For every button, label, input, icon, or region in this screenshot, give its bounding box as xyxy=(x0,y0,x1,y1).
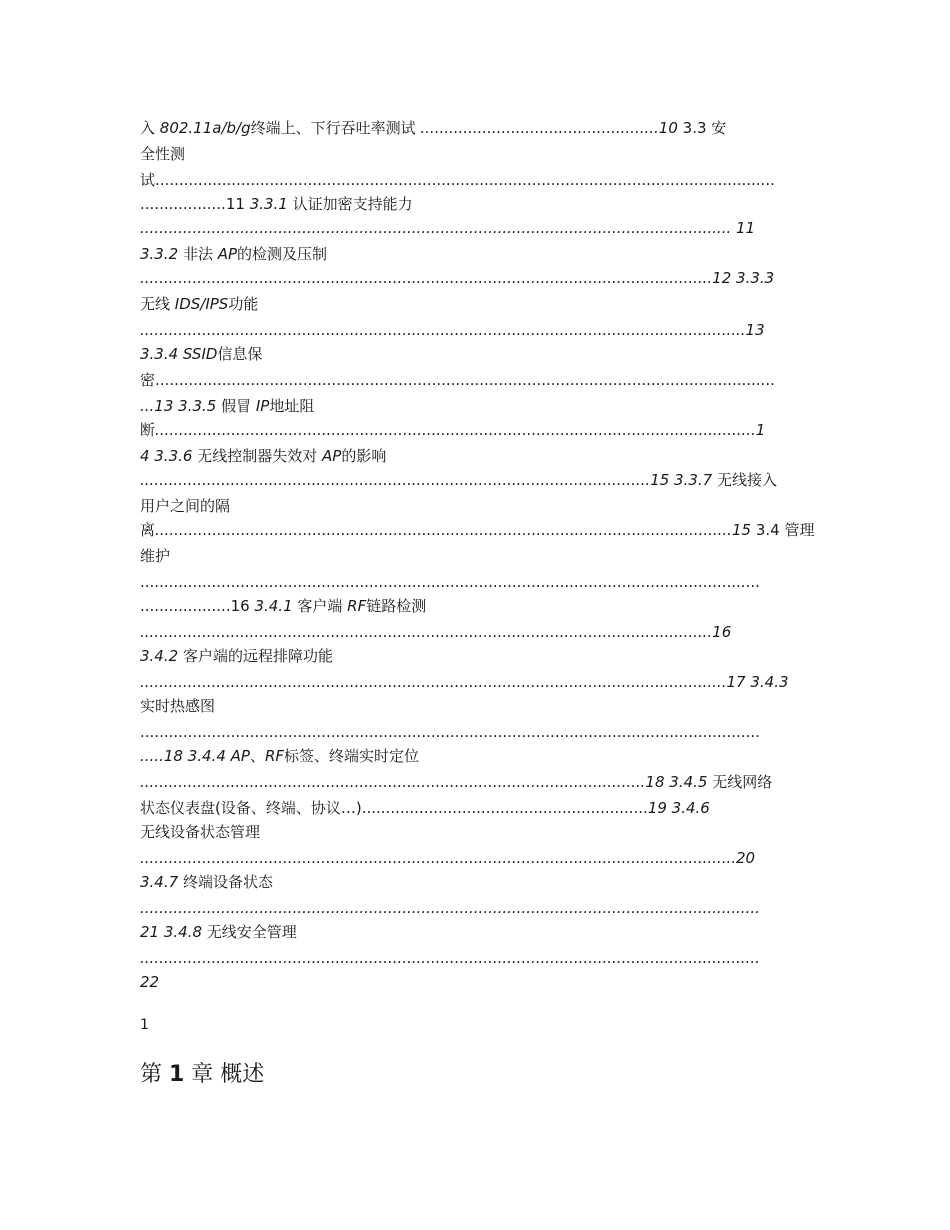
toc-text: 20 xyxy=(736,849,756,867)
toc-text: .................. xyxy=(140,195,226,213)
toc-text: 11 xyxy=(731,219,756,237)
toc-line xyxy=(140,244,815,264)
toc-text: 离 xyxy=(140,521,156,539)
toc-text: 无线网络 xyxy=(707,773,773,791)
toc-text: ............................................................................................................................. xyxy=(140,849,737,867)
toc-text: 无线接入 xyxy=(712,471,777,489)
toc-text: 3.3.4 SSID xyxy=(140,345,218,363)
chapter-prefix: 第 xyxy=(140,1062,169,1087)
toc-line xyxy=(140,420,815,440)
toc-text: 21 3.4.8 xyxy=(140,923,203,941)
toc-text: 用户之间的隔 xyxy=(140,497,231,515)
chapter-number: 1 xyxy=(169,1062,185,1087)
toc-text: 非法 xyxy=(178,245,218,263)
toc-text: AP xyxy=(322,447,342,465)
toc-line xyxy=(140,170,815,190)
toc-line xyxy=(140,898,815,918)
toc-text: 无线控制器失效对 xyxy=(192,447,323,465)
toc-text: 12 3.3.3 xyxy=(712,269,775,287)
toc-line xyxy=(140,144,815,164)
chapter-title: 章 概述 xyxy=(184,1062,265,1087)
toc-text: 3.4.1 xyxy=(254,597,293,615)
toc-text: 、 xyxy=(249,747,265,765)
toc-text: 15 3.3.7 xyxy=(650,471,713,489)
toc-text: 1 xyxy=(755,421,766,439)
toc-text: 19 3.4.6 xyxy=(647,799,710,817)
toc-text: RF xyxy=(264,747,285,765)
toc-text: 认证加密支持能力 xyxy=(287,195,413,213)
toc-line xyxy=(140,370,815,390)
toc-text: 的影响 xyxy=(341,447,387,465)
toc-line xyxy=(140,922,815,942)
toc-line xyxy=(140,798,815,818)
page-number: 1 xyxy=(140,1017,149,1033)
toc-line xyxy=(140,948,815,968)
toc-line xyxy=(140,520,815,540)
toc-line xyxy=(140,396,815,416)
toc-text: 全性测 xyxy=(140,145,186,163)
toc-line xyxy=(140,746,815,766)
toc-text: 无线 xyxy=(140,295,175,313)
toc-line xyxy=(140,118,815,138)
toc-text: 16 xyxy=(230,597,255,615)
toc-text: ...13 3.3.5 xyxy=(140,397,217,415)
toc-text: 11 xyxy=(225,195,250,213)
toc-text: .............................................................................................................................. xyxy=(155,421,756,439)
toc-line xyxy=(140,194,815,214)
toc-text: AP xyxy=(217,245,238,263)
toc-text: 客户端的远程排障功能 xyxy=(178,647,333,665)
toc-line xyxy=(140,672,815,692)
toc-line xyxy=(140,268,815,288)
toc-line xyxy=(140,320,815,340)
toc-text: 链路检测 xyxy=(366,597,427,615)
toc-text: 3.4 管理 xyxy=(751,521,815,539)
toc-line xyxy=(140,572,815,592)
toc-text: 地址阻 xyxy=(269,397,315,415)
toc-line xyxy=(140,596,815,616)
toc-text: IP xyxy=(255,397,270,415)
toc-text: 信息保 xyxy=(217,345,263,363)
toc-text: 18 3.4.5 xyxy=(645,773,708,791)
toc-text: .....18 3.4.4 AP xyxy=(140,747,250,765)
toc-text: 4 3.3.6 xyxy=(140,447,193,465)
toc-text: ........................................................................................................................ xyxy=(140,269,713,287)
toc-text: ................... xyxy=(140,597,231,615)
toc-text: 功能 xyxy=(228,295,259,313)
toc-text: ........................................................................................................................ xyxy=(140,623,713,641)
toc-line xyxy=(140,872,815,892)
toc-text: 无线设备状态管理 xyxy=(140,823,261,841)
toc-text: 13 xyxy=(745,321,765,339)
toc-text: 3.4.2 xyxy=(140,647,179,665)
toc-line xyxy=(140,848,815,868)
toc-text: 实时热感图 xyxy=(140,697,216,715)
toc-text: 客户端 xyxy=(292,597,348,615)
toc-line xyxy=(140,294,815,314)
toc-text: 标签、终端实时定位 xyxy=(284,747,420,765)
toc-text: 试 xyxy=(140,171,156,189)
toc-text: ........................................................................................................... xyxy=(140,471,651,489)
toc-text: ......................................................................................................................... xyxy=(155,521,732,539)
toc-text: .................................................................................................................................. xyxy=(140,723,760,741)
toc-text: 维护 xyxy=(140,547,171,565)
toc-text: 3.4.7 xyxy=(140,873,179,891)
toc-line xyxy=(140,622,815,642)
toc-line xyxy=(140,344,815,364)
toc-text: .................................................................................................................................. xyxy=(155,371,775,389)
toc-text: ........................................................................................................................... xyxy=(140,673,727,691)
toc-text: .......................................................................................................... xyxy=(140,773,646,791)
toc-text: ............................................................................................................................... xyxy=(140,321,746,339)
toc-text: .................................................. xyxy=(420,119,659,137)
toc-line xyxy=(140,496,815,516)
toc-line xyxy=(140,446,815,466)
toc-text: 入 xyxy=(140,119,160,137)
toc-text: 10 xyxy=(658,119,678,137)
toc-text: 的检测及压制 xyxy=(237,245,328,263)
toc-line xyxy=(140,546,815,566)
toc-text: 16 xyxy=(712,623,732,641)
toc-line xyxy=(140,722,815,742)
toc-text: 无线安全管理 xyxy=(202,923,297,941)
toc-text: 密 xyxy=(140,371,156,389)
toc-line xyxy=(140,218,815,238)
toc-text: ............................................................ xyxy=(361,799,648,817)
chapter-heading xyxy=(140,1060,264,1090)
toc-text: 22 xyxy=(140,973,160,991)
toc-text: 3.3.1 xyxy=(249,195,288,213)
toc-line xyxy=(140,696,815,716)
toc-text: 终端设备状态 xyxy=(178,873,273,891)
toc-text: 802.11a/b/g xyxy=(159,119,251,137)
toc-text: 假冒 xyxy=(216,397,256,415)
toc-text: 3.3.2 xyxy=(140,245,179,263)
toc-text: .................................................................................................................................. xyxy=(140,949,760,967)
toc-line xyxy=(140,972,815,992)
toc-text: ............................................................................................................................ xyxy=(140,219,732,237)
toc-text: RF xyxy=(347,597,367,615)
toc-line xyxy=(140,646,815,666)
toc-text: 断 xyxy=(140,421,156,439)
toc-line xyxy=(140,470,815,490)
toc-text: .................................................................................................................................. xyxy=(140,573,760,591)
toc-text: 17 3.4.3 xyxy=(726,673,789,691)
toc-text: .................................................................................................................................. xyxy=(155,171,775,189)
toc-text: .................................................................................................................................. xyxy=(140,899,760,917)
toc-line xyxy=(140,822,815,842)
toc-text: IDS/IPS xyxy=(174,295,229,313)
toc-line xyxy=(140,772,815,792)
toc-text: 终端上、下行吞吐率测试 xyxy=(250,119,421,137)
toc-text: 状态仪表盘(设备、终端、协议…) xyxy=(140,799,362,817)
toc-text: 3.3 安 xyxy=(677,119,727,137)
toc-text: 15 xyxy=(731,521,752,539)
